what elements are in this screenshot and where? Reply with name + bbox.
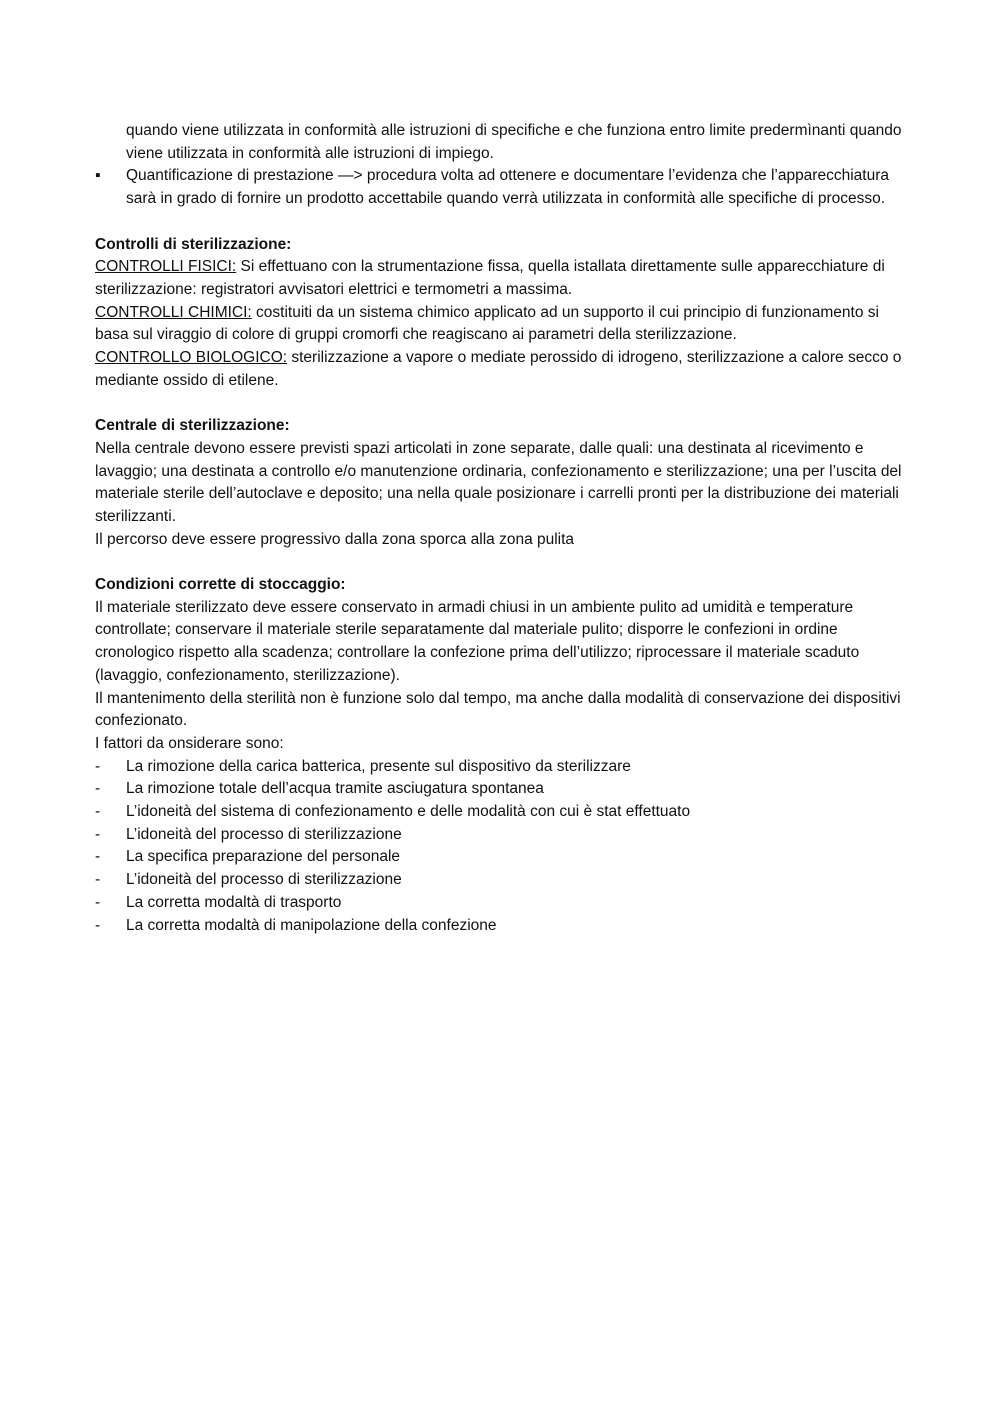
- controlli-chimici-paragraph: [95, 302, 910, 347]
- list-item: [95, 801, 910, 824]
- dash-bullet-icon: -: [95, 780, 101, 798]
- controlli-heading: Controlli di sterilizzazione:: [95, 235, 292, 253]
- list-item: [95, 846, 910, 869]
- controllo-biologico-paragraph: [95, 347, 910, 392]
- list-item-text: L’idoneità del processo di sterilizzazione: [126, 871, 402, 889]
- fattori-list: [95, 756, 910, 938]
- dash-bullet-icon: -: [95, 825, 101, 843]
- intro-bullet-item: [95, 165, 910, 210]
- controlli-chimici-label: CONTROLLI CHIMICI:: [95, 303, 252, 321]
- list-item: [95, 778, 910, 801]
- controllo-biologico-text: sterilizzazione a vapore o mediate perossido di idrogeno, sterilizzazione a calore secco o mediante ossido di etilene.: [95, 349, 902, 389]
- intro-bullet-text: Quantificazione di prestazione —> procedura volta ad ottenere e documentare l’evidenza che l’apparecchiatura sarà in grado di fornire un prodotto accettabile quando verrà utilizzata in conformità alle specifiche di processo.: [126, 167, 889, 208]
- list-item-text: L’idoneità del processo di sterilizzazione: [126, 825, 402, 843]
- controllo-biologico-label: CONTROLLO BIOLOGICO:: [95, 349, 288, 367]
- dash-bullet-icon: -: [95, 916, 101, 934]
- dash-bullet-icon: -: [95, 893, 101, 911]
- document-page: [95, 120, 910, 937]
- list-item-text: La rimozione della carica batterica, presente sul dispositivo da sterilizzare: [126, 757, 631, 775]
- centrale-paragraph-1: Nella centrale devono essere previsti spazi articolati in zone separate, dalle quali: una destinata al ricevimento e lavaggio; una destinata a controllo e/o manutenzione ordinaria, confezionamento e sterilizzazione; una per l’uscita del materiale sterile dell’autoclave e deposito; una nella quale posizionare i carrelli pronti per la distribuzione dei materiali sterilizzanti.: [95, 439, 902, 525]
- stoccaggio-paragraph-3: I fattori da onsiderare sono:: [95, 734, 284, 752]
- dash-bullet-icon: -: [95, 848, 101, 866]
- list-item: [95, 869, 910, 892]
- controlli-chimici-text: costituiti da un sistema chimico applicato ad un supporto il cui principio di funzionamento si basa sul viraggio di colore di gruppi cromorfi che reagiscano ai parametri della sterilizzazione.: [95, 303, 879, 344]
- dash-bullet-icon: -: [95, 803, 101, 821]
- dash-bullet-icon: -: [95, 871, 101, 889]
- list-item-text: La rimozione totale dell’acqua tramite asciugatura spontanea: [126, 780, 544, 798]
- list-item-text: La specifica preparazione del personale: [126, 848, 401, 866]
- centrale-paragraph-2: Il percorso deve essere progressivo dalla zona sporca alla zona pulita: [95, 530, 575, 548]
- stoccaggio-paragraph-2: Il mantenimento della sterilità non è funzione solo dal tempo, ma anche dalla modalità di conservazione dei dispositivi confezionato.: [95, 689, 901, 730]
- centrale-heading: Centrale di sterilizzazione:: [95, 417, 290, 435]
- stoccaggio-paragraph-1: Il materiale sterilizzato deve essere conservato in armadi chiusi in un ambiente pulito ad umidità e temperature controllate; conservare il materiale sterile separatamente dal materiale pulito; disporre le confezioni in ordine cronologico rispetto alla scadenza; controllare la confezione prima dell’utilizzo; riprocessare il materiale scaduto (lavaggio, confezionamento, sterilizzazione).: [95, 598, 860, 684]
- list-item: [95, 756, 910, 779]
- list-item-text: L’idoneità del sistema di confezionamento e delle modalità con cui è stat effettuato: [126, 803, 691, 821]
- controlli-fisici-text: Si effettuano con la strumentazione fissa, quella istallata direttamente sulle apparecchiature di sterilizzazione: registratori avvisatori elettrici e termometri a massima.: [95, 258, 885, 298]
- list-item-text: La corretta modaltà di trasporto: [126, 893, 342, 911]
- square-bullet-icon: ▪: [95, 167, 101, 185]
- dash-bullet-icon: -: [95, 757, 101, 775]
- stoccaggio-heading: Condizioni corrette di stoccaggio:: [95, 576, 346, 594]
- list-item: [95, 824, 910, 847]
- list-item: [95, 915, 910, 938]
- intro-continuation: quando viene utilizzata in conformità alle istruzioni di specifiche e che funziona entro limite predermìnanti quando viene utilizzata in conformità alle istruzioni di impiego.: [126, 122, 902, 162]
- controlli-fisici-label: CONTROLLI FISICI:: [95, 258, 237, 276]
- list-item: [95, 892, 910, 915]
- list-item-text: La corretta modaltà di manipolazione della confezione: [126, 916, 497, 934]
- controlli-fisici-paragraph: [95, 256, 910, 301]
